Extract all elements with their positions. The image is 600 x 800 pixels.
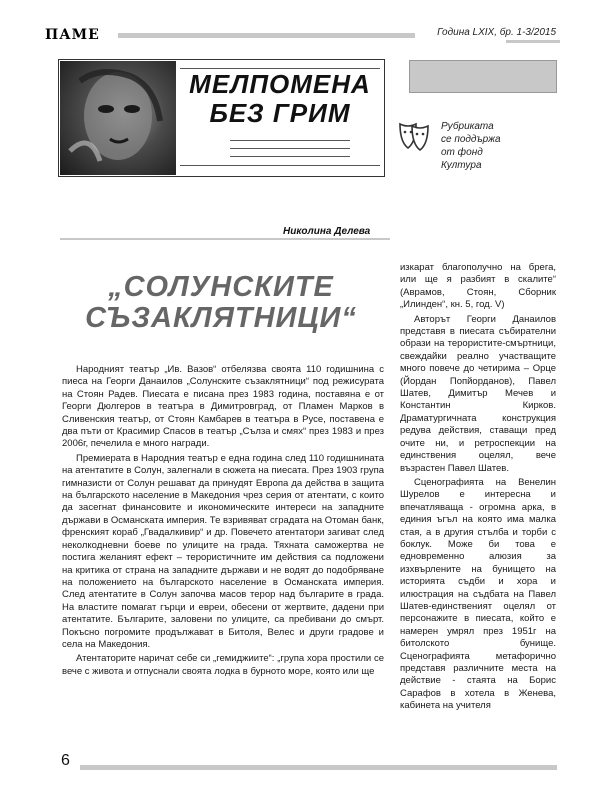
right-column [400,262,556,713]
paragraph: Премиерата в Народния театър е една година след 110 годишнината на атентатите в Солун, залегнали в сюжета на пиесата. През 1903 група гимназисти от Солун решават да принудят Европа да действа в защита на българското население в Македония чрез серия от атентати, с които да засегнат финансовите и икономическите интереси на западните държави в Османската империя. Те взривяват сградата на Отоман банк, френският кораб „Гвадалкивир“ и др. Повечето атентатори загиват след неколкодневни боеве по улиците на града. Тяхната саможертва не постига желаният ефект – терористичните им действия са подложени на критика от страна на западните държави и не водят до подобряване на положението на българското население в Османската империя. След атентатите в Солун започва масов терор над българите в града. На властите помагат гърци и евреи, обесени от жертвите, дадени при атентатите. Българите, заловени по улиците, са пребивани до смърт. Покъсно погромите продължават в Битоля, Велес и други градове и села на Македония. [62,452,384,650]
rubric-rule-1 [230,140,350,141]
headline-line2: СЪЗАКЛЯТНИЦИ“ [85,302,357,334]
footer-rule [80,765,557,770]
page-number: 6 [61,752,70,769]
header-bar-right [506,40,560,43]
fund-line: Култура [441,160,482,171]
paragraph: изкарат благополучно на брега, или ще я разбият в скалите“ (Аврамов, Стоян, Сборник „Илинден“, кн. 5, год. V) [400,262,556,311]
rubric-title-line2: БЕЗ ГРИМ [209,98,351,128]
paragraph: Атентаторите наричат себе си „гемиджиите“: „група хора простили се вече с живота и отпуснали своята лодка в бурното море, която или ще [62,653,384,677]
fund-line: от фонд [441,147,483,158]
face-illustration [60,61,176,175]
paragraph: Сценографията на Венелин Шурелов е интересна и впечатляваща - огромна арка, в единия ъгъл на която има малка стая, а в другия стълба и торби с боклук. Може би това е едновременно алюзия за изхвърлените на бунището на историята съдби и хора и илюстрация на съдбата на Павел Шатев-единственият оцелял от персонажите в пиесата, който е намерен умрял през 1951г на битолското бунище. Сценографията метафорично представя различните места на действие - стаята на Борис Сарафов в хотела в Женева, кабинета на учителя [400,476,556,712]
rubric-rule-3 [230,156,350,157]
issue-info: Година LXIX, бр. 1-3/2015 [437,27,556,38]
grey-box [409,60,557,93]
magazine-logo: ПАМЕ [45,27,100,43]
header-bar [118,33,415,38]
author-name: Николина Делева [283,226,371,237]
rubric-title-line1: МЕЛПОМЕНА [189,69,371,99]
paragraph: Народният театър „Ив. Вазов“ отбелязва своята 110 годишнина с пиеса на Георги Данаилов „Солунските съзаклятници“ под режисурата на Стоян Радев. Пиесата е писана през 1983 година, поставяна е от Георги Дюлгеров в театъра в Димитровград, от Пламен Марков в Сливенския театър, от Стоян Камбарев в театъра в Русе, поставена е два пъти от Красимир Спасов в театър „Сълза и смях“ през 1983 и през 2006г, печелила е много награди. [62,364,384,450]
fund-line: Рубриката [441,121,494,132]
rubric-photo [60,61,176,175]
article-headline [62,272,380,334]
rubric-title [180,70,380,128]
fund-credit [441,120,561,172]
rubric-rule-2 [230,148,350,149]
author-rule [60,238,390,240]
fund-line: се поддържа [441,134,501,145]
rubric-rule-bottom [180,165,380,166]
left-column [62,364,384,678]
headline-line1: „СОЛУНСКИТЕ [108,271,334,303]
paragraph: Авторът Георги Данаилов представя в пиесата събирателни образи на терористите-смъртници, свеждайки реално участващите много повече до четирима – Орце (Йордан Попйорданов), Павел Шатев, Димитър Мечев и Константин Кирков. Драматургичната конструкция редува действия, ставащи пред очите ни, и ретроспекции на единствения оцелял, вече възрастен Павел Шатев. [400,313,556,474]
masks-logo-icon [396,118,432,154]
